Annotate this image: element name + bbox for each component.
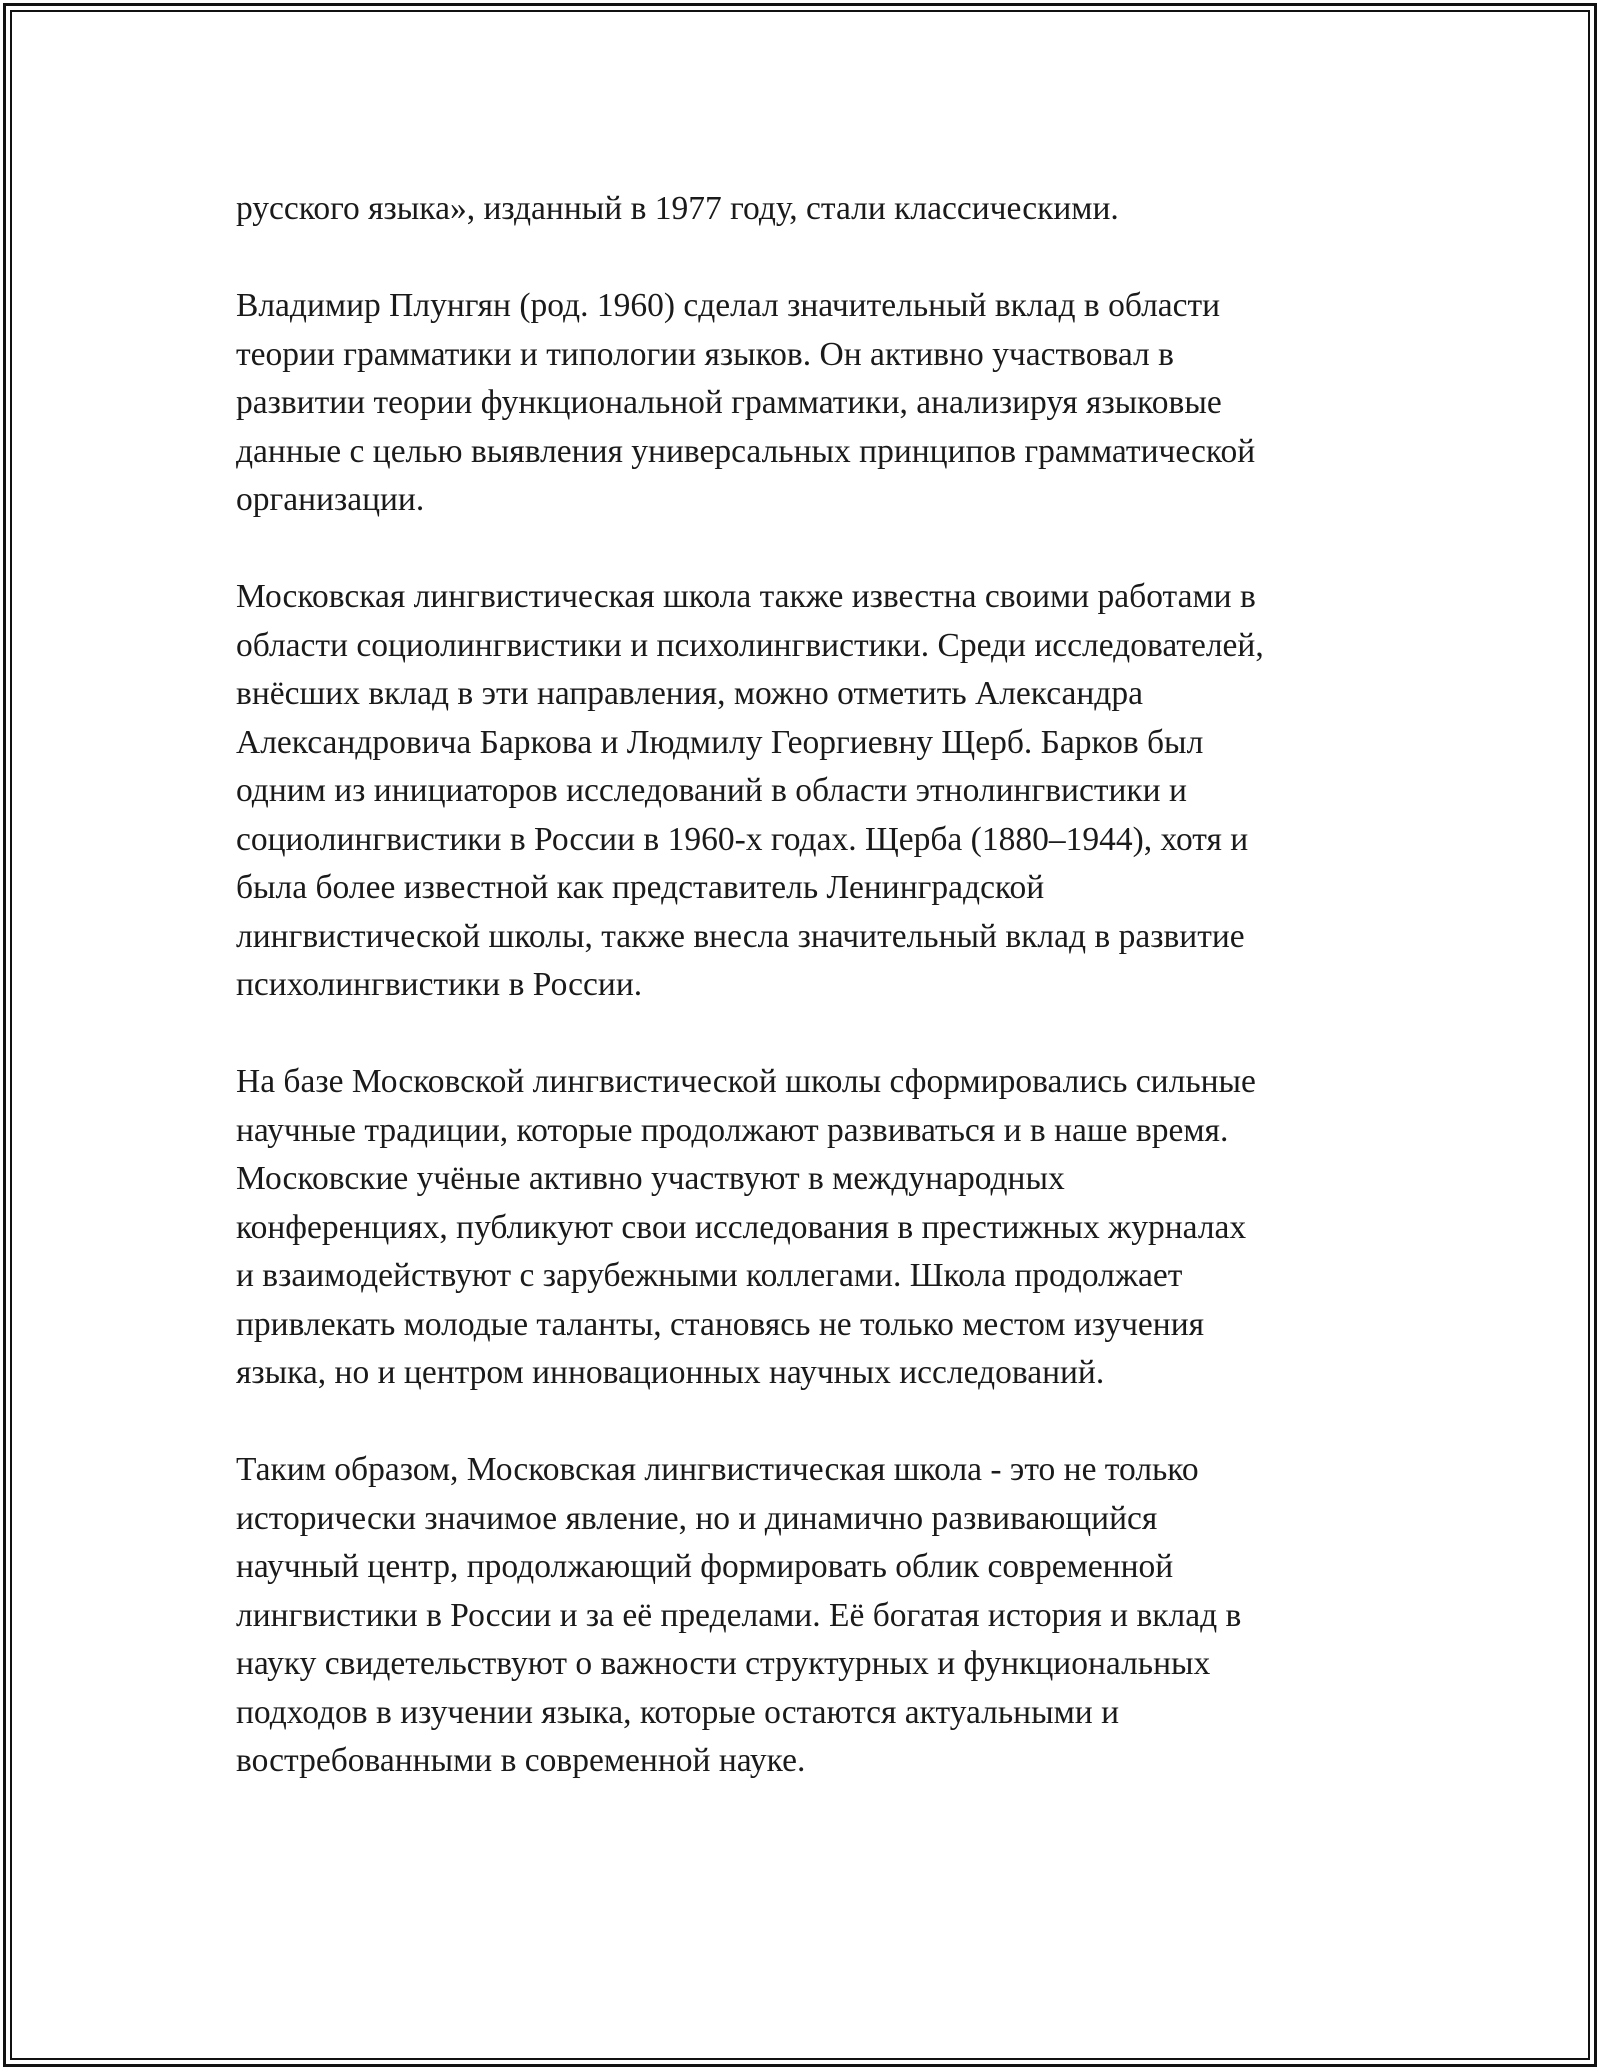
text-line: Московская лингвистическая школа также известна своими работами в (236, 578, 1256, 615)
text-line: русского языка», изданный в 1977 году, стали классическими. (236, 190, 1119, 227)
text-line: и взаимодействуют с зарубежными коллегами. Школа продолжает (236, 1257, 1183, 1294)
text-line: востребованными в современной науке. (236, 1742, 806, 1779)
text-line: психолингвистики в России. (236, 966, 643, 1003)
text-line: научные традиции, которые продолжают развиваться и в наше время. (236, 1111, 1229, 1149)
text-line: лингвистики в России и за её пределами. Её богатая история и вклад в (236, 1596, 1242, 1634)
text-line: науку свидетельствуют о важности структурных и функциональных (236, 1645, 1211, 1682)
text-line: данные с целью выявления универсальных принципов грамматической (236, 432, 1256, 470)
text-line: научный центр, продолжающий формировать облик современной (236, 1548, 1174, 1585)
text-line: языка, но и центром инновационных научных исследований. (236, 1354, 1105, 1391)
text-line: была более известной как представитель Ленинградской (236, 869, 1045, 906)
text-line: социолингвистики в России в 1960-х годах. Щерба (1880–1944), хотя и (236, 820, 1249, 858)
text-line: Московские учёные активно участвуют в международных (236, 1160, 1065, 1197)
paragraph-5 (236, 1446, 1386, 1786)
text-line: области социолингвистики и психолингвистики. Среди исследователей, (236, 626, 1264, 664)
text-line: одним из инициаторов исследований в области этнолингвистики и (236, 772, 1187, 809)
text-line: Таким образом, Московская лингвистическая школа - это не только (236, 1451, 1199, 1488)
text-line: подходов в изучении языка, которые остаются актуальными и (236, 1693, 1120, 1731)
text-line: теории грамматики и типологии языков. Он активно участвовал в (236, 335, 1174, 373)
document-body (236, 185, 1386, 1834)
text-line: Александровича Баркова и Людмилу Георгиевну Щерб. Барков был (236, 723, 1204, 761)
text-line: развитии теории функциональной грамматики, анализируя языковые (236, 384, 1222, 421)
paragraph-4 (236, 1058, 1386, 1398)
paragraph-2 (236, 282, 1386, 525)
text-line: привлекать молодые таланты, становясь не только местом изучения (236, 1305, 1205, 1343)
text-line: На базе Московской лингвистической школы сформировались сильные (236, 1063, 1256, 1100)
paragraph-3 (236, 573, 1386, 1010)
paragraph-1 (236, 185, 1386, 234)
text-line: лингвистической школы, также внесла значительный вклад в развитие (236, 917, 1245, 955)
text-line: внёсших вклад в эти направления, можно отметить Александра (236, 675, 1143, 712)
text-line: конференциях, публикуют свои исследования в престижных журналах (236, 1208, 1247, 1246)
text-line: Владимир Плунгян (род. 1960) сделал значительный вклад в области (236, 287, 1221, 324)
text-line: исторически значимое явление, но и динамично развивающийся (236, 1499, 1158, 1537)
text-line: организации. (236, 481, 425, 518)
